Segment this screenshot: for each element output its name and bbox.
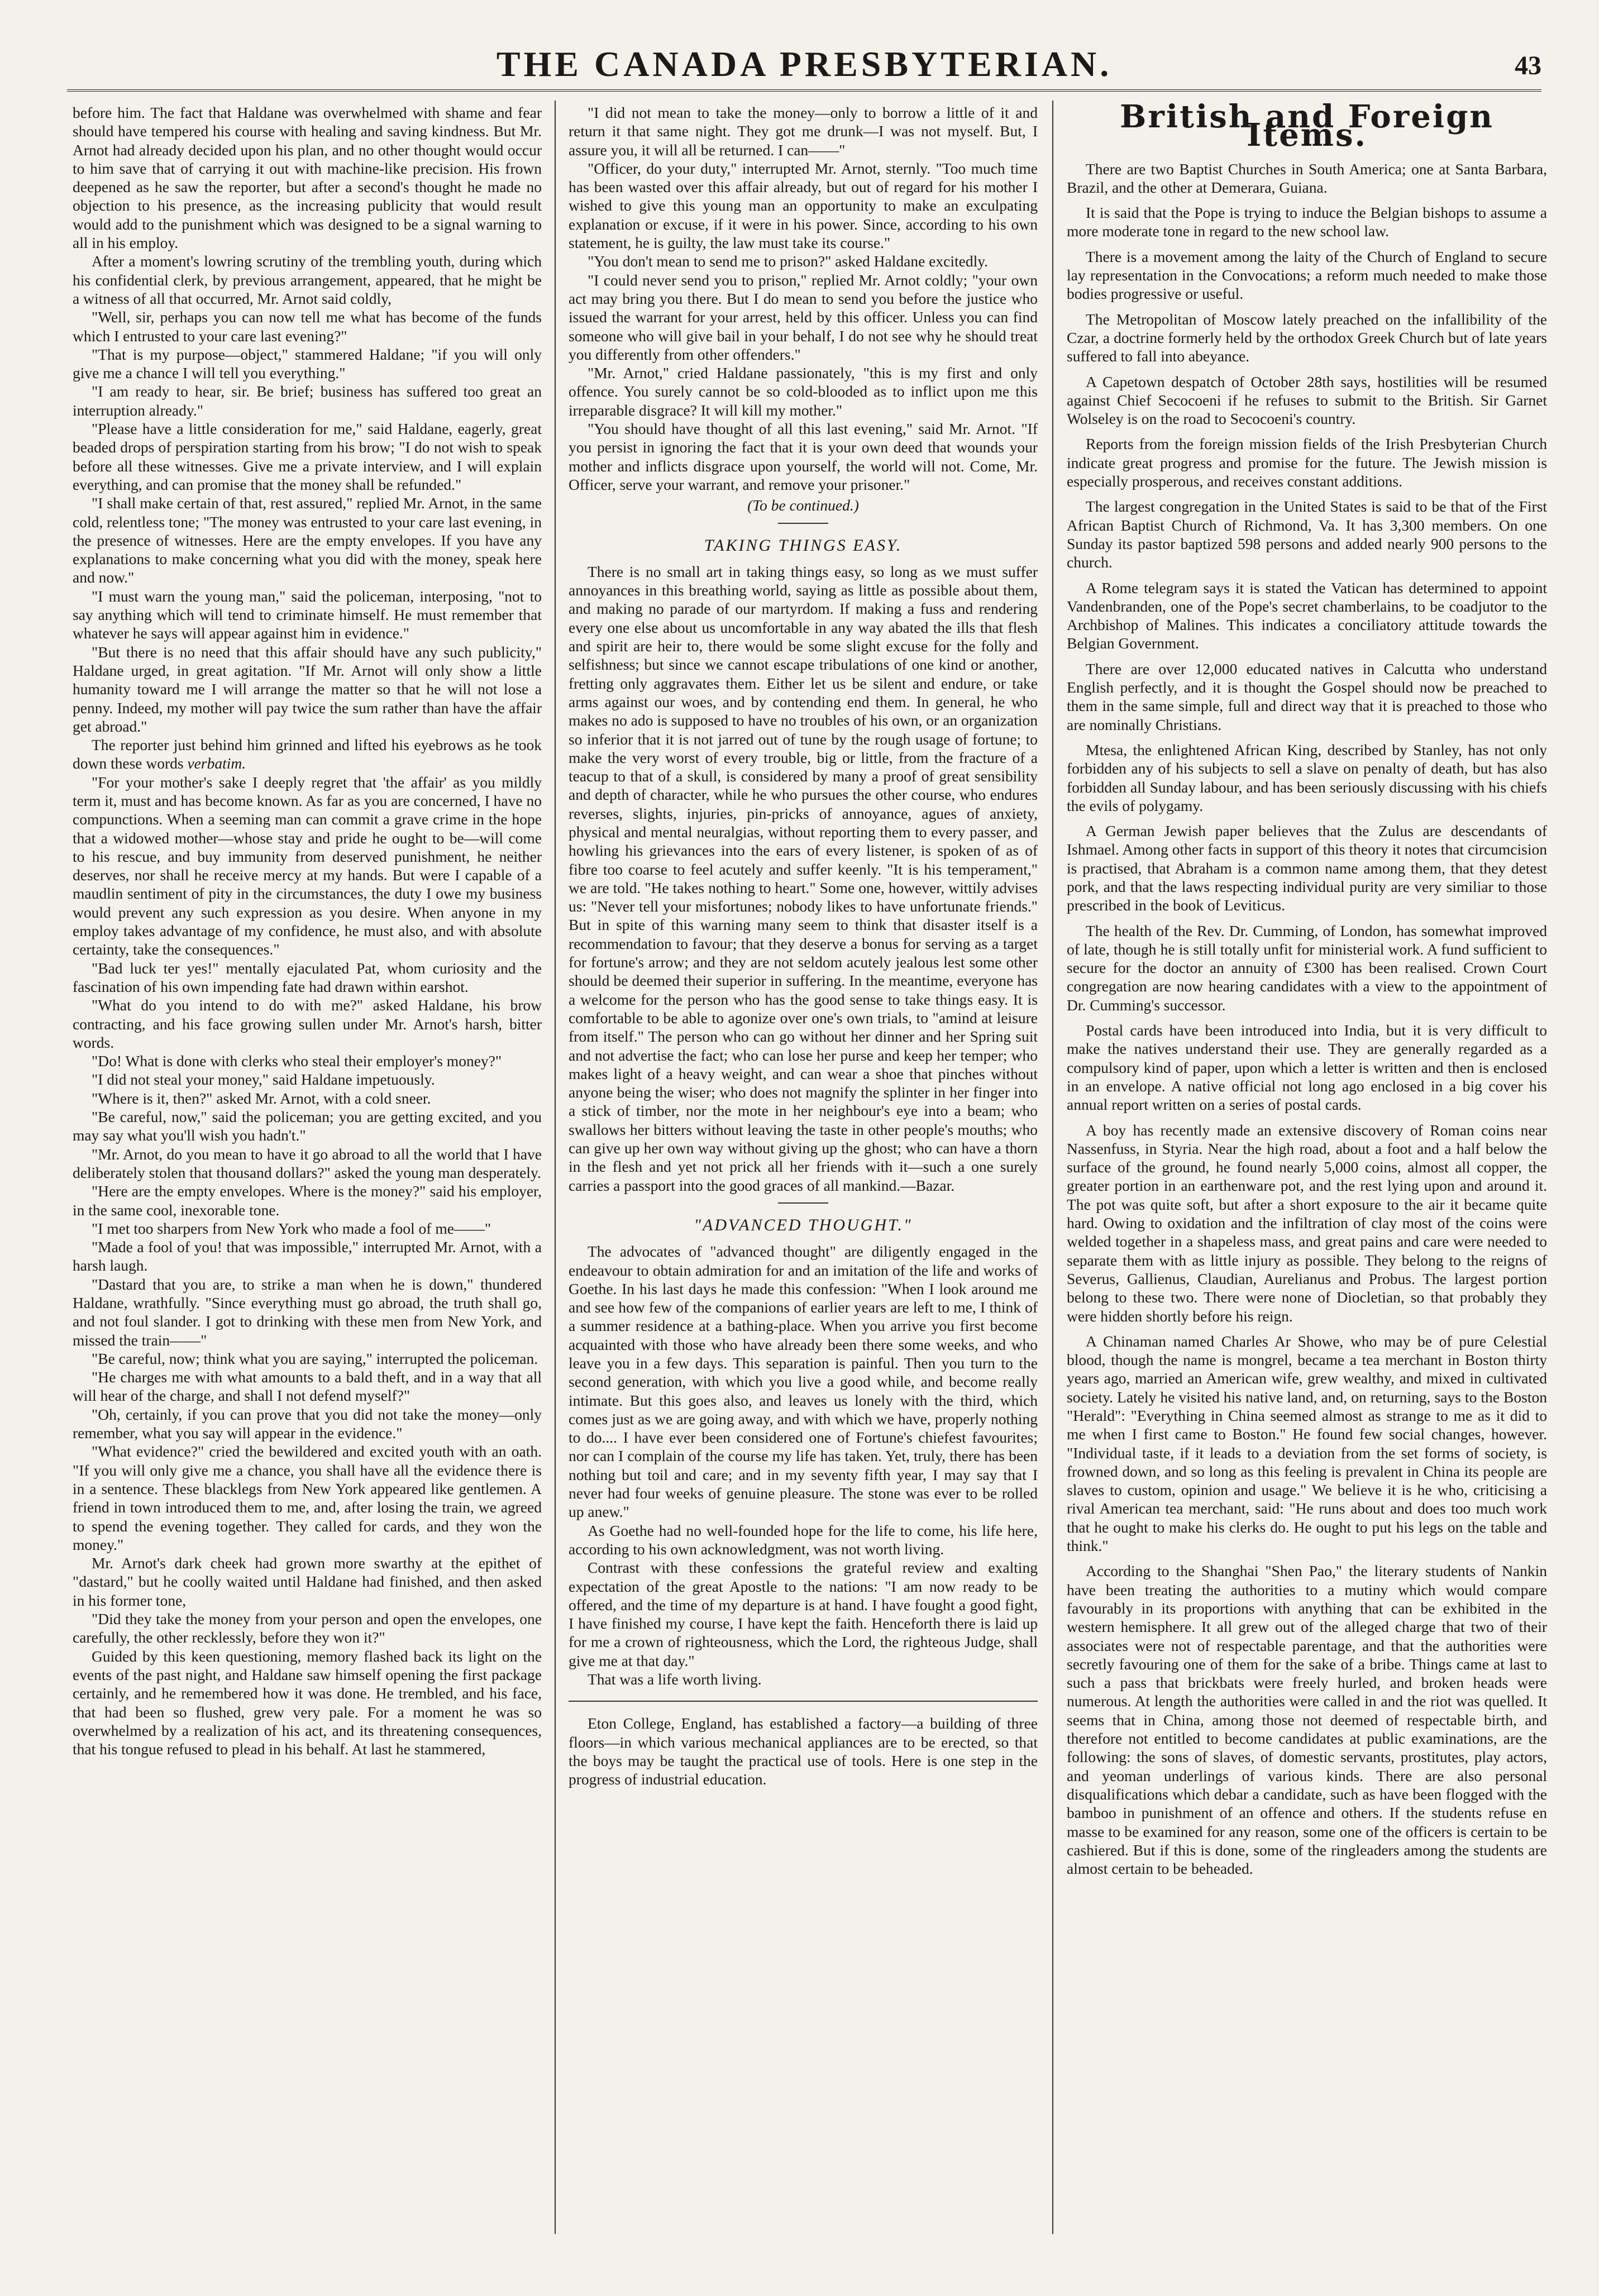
masthead-rule xyxy=(67,89,1541,92)
paragraph: Contrast with these confessions the grateful review and exalting expectation of the great Apostle to the nations: "I am now ready to be offered, and the time of my departure is at hand. I have fought a good fight, I have finished my course, I have kept the faith. Henceforth there is laid up for me a crown of righteousness, which the Lord, the righteous Judge, shall give me at that day." xyxy=(569,1559,1038,1669)
news-item: There are over 12,000 educated natives in Calcutta who understand English perfectly, and it is thought the Gospel should now be preached to them in the same simple, full and direct way that it is preached to those who are nominally Christians. xyxy=(1067,660,1547,733)
paragraph: After a moment's lowring scrutiny of the trembling youth, during which his confidential clerk, by previous arrangement, appeared, that he might be a witness of all that occurred, Mr. Arnot said coldly, xyxy=(73,252,542,307)
paragraph: "Mr. Arnot, do you mean to have it go abroad to all the world that I have deliberately stolen that thousand dollars?" asked the young man desperately. xyxy=(73,1145,542,1181)
paragraph: "You should have thought of all this last evening," said Mr. Arnot. "If you persist in ignoring the fact that it is your own deed that wounds your mother and inflicts disgrace upon yourself, the world will not. Come, Mr. Officer, serve your warrant, and remove your prisoner." xyxy=(569,420,1038,493)
divider xyxy=(569,1701,1038,1702)
paragraph: "I did not steal your money," said Haldane impetuously. xyxy=(92,1071,435,1089)
paragraph: "That is my purpose—object," stammered Haldane; "if you will only give me a chance I will tell you everything." xyxy=(73,345,542,382)
paragraph: "Bad luck ter yes!" mentally ejaculated Pat, whom curiosity and the fascination of his own impending fate had drawn within earshot. xyxy=(73,959,542,995)
news-item: Reports from the foreign mission fields of the Irish Presbyterian Church indicate great progress and promise for the future. The Jewish mission is especially prosperous, and receives constant additions. xyxy=(1067,435,1547,490)
paragraph: "Here are the empty envelopes. Where is the money?" said his employer, in the same cool, inexorable tone. xyxy=(73,1182,542,1219)
news-item: Postal cards have been introduced into India, but it is very difficult to make the natives understand their use. They are generally regarded as a compulsory kind of paper, upon which a letter is written and then is enclosed in an envelope. A native official not long ago enclosed in a big cover his annual report written on a series of postal cards. xyxy=(1067,1021,1547,1114)
paragraph: "Oh, certainly, if you can prove that you did not take the money—only remember, what you say will appear in the evidence." xyxy=(73,1405,542,1442)
news-item: A Rome telegram says it is stated the Vatican has determined to appoint Vandenbranden, one of the Pope's secret chamberlains, to be coadjutor to the Archbishop of Malines. This indicates a conciliatory attitude towards the Belgian Government. xyxy=(1067,579,1547,652)
news-item: A German Jewish paper believes that the Zulus are descendants of Ishmael. Among other facts in support of this theory it notes that circumcision is practised, that Abraham is a common name among them, that they detest pork, and that the laws respecting individual purity are very similiar to those prescribed in the book of Leviticus. xyxy=(1067,822,1547,914)
paragraph: "I did not mean to take the money—only to borrow a little of it and return it that same night. They got me drunk—I was not myself. But, I assure you, it will all be returned. I can——" xyxy=(569,104,1038,159)
paragraph: "I shall make certain of that, rest assured," replied Mr. Arnot, in the same cold, relentless tone; "The money was entrusted to your care last evening, in the presence of witnesses. Here are the empty envelopes. If you have any explanations to make concerning what you did with the money, speak here and now." xyxy=(73,494,542,586)
news-item: It is said that the Pope is trying to induce the Belgian bishops to assume a more moderate tone in regard to the new school law. xyxy=(1067,204,1547,240)
news-item: The largest congregation in the United States is said to be that of the First African Baptist Church of Richmond, Va. It has 3,300 members. On one Sunday its pastor baptized 598 persons and added nearly 900 persons to the church. xyxy=(1067,498,1547,571)
paragraph: "I could never send you to prison," replied Mr. Arnot coldly; "your own act may bring you there. But I do mean to send you before the justice who issued the warrant for your arrest, held by this officer. Unless you can find someone who will give bail in your behalf, I do not see why he should treat you differently from other offenders." xyxy=(569,271,1038,363)
paragraph: "I am ready to hear, sir. Be brief; business has suffered too great an interruption already." xyxy=(73,383,542,419)
paragraph: "Be careful, now," said the policeman; you are getting excited, and you may say what you'll wish you hadn't." xyxy=(73,1108,542,1144)
paragraph: Eton College, England, has established a factory—a building of three floors—in which various mechanical appliances are to be erected, so that the boys may be taught the practical use of tools. Here is one step in the progress of industrial education. xyxy=(569,1715,1038,1788)
section-heading-advanced-thought: "ADVANCED THOUGHT." xyxy=(694,1215,913,1234)
column-2 xyxy=(569,103,1038,2231)
masthead xyxy=(67,34,1541,84)
section-heading-taking-things-easy: TAKING THINGS EASY. xyxy=(704,536,903,555)
italic-word: verbatim. xyxy=(187,755,246,772)
news-item: Mtesa, the enlightened African King, described by Stanley, has not only forbidden any of his subjects to sell a slave on penalty of death, but has also forbidden all Sunday labour, and has been seriously discussing with his chiefs the evils of polygamy. xyxy=(1067,741,1547,814)
paragraph: "What evidence?" cried the bewildered and excited youth with an oath. "If you will only give me a chance, you shall have all the evidence there is in a sentence. These blacklegs from New York appeared like gentlemen. A friend in town introduced them to me, and, after losing the train, we agreed to spend the evening together. They called for cards, and they won the money." xyxy=(73,1443,542,1553)
news-item: A Chinaman named Charles Ar Showe, who may be of pure Celestial blood, though the name is mongrel, became a tea merchant in Boston thirty years ago, married an American wife, grew wealthy, and mixed in cultivated society. Lately he visited his native land, and, on returning, says to the Boston "Herald": "Everything in China seemed almost as strange to me as it did to me when I first came to Boston." He found few social changes, however. "Individual taste, if it leads to a deviation from the set forms of society, is frowned down, and so long as this feeling is prevalent in China its people are slaves to custom, opinion and usage." We believe it is he who, criticising a rival American tea merchant, said: "He runs about and does too much work that he ought to make his clerks do. He ought to put his legs on the table and think." xyxy=(1067,1332,1547,1555)
to-be-continued: (To be continued.) xyxy=(747,497,859,514)
paragraph: "Officer, do your duty," interrupted Mr. Arnot, sternly. "Too much time has been wasted over this affair already, but out of regard for his mother I wished to give this young man an opportunity to make an exculpating explanation or excuse, if it were in his power. Since, according to his own statement, he is guilty, the law must take its course." xyxy=(569,159,1038,252)
paragraph-text: The reporter just behind him grinned and lifted his eyebrows as he took down these words xyxy=(73,736,542,772)
paragraph: "Be careful, now; think what you are saying," interrupted the policeman. xyxy=(92,1349,538,1367)
paragraph: "Where is it, then?" asked Mr. Arnot, with a cold sneer. xyxy=(92,1089,431,1107)
column-divider-2 xyxy=(1052,101,1053,2234)
news-item: A Capetown despatch of October 28th says, hostilities will be resumed against Chief Secocoeni if he refuses to submit to the British. Sir Garnet Wolseley is on the road to Secocoeni's country. xyxy=(1067,373,1547,428)
paragraph: "Well, sir, perhaps you can now tell me what has become of the funds which I entrusted to your care last evening?" xyxy=(73,308,542,345)
paragraph: The advocates of "advanced thought" are diligently engaged in the endeavour to obtain admiration for and an imitation of the life and works of Goethe. In his last days he made this confession: "When I look around me and see how few of the companions of earlier years are left to me, I think of a summer residence at a bathing-place. When you arrive you first become acquainted with those who have already been there some weeks, and who leave you in a few days. This separation is painful. Then you turn to the second generation, with which you live a good while, and become really intimate. But this goes also, and leaves us lonely with the third, which comes just as we are going away, and with which we have, properly nothing to do.... I have ever been considered one of Fortune's chiefest favourites; nor can I complain of the course my life has taken. Yet, truly, there has been nothing but toil and care; and in my seventy fifth year, I may say that I never had four weeks of genuine pleasure. The stone was ever to be rolled up anew." xyxy=(569,1243,1038,1521)
news-item: There is a movement among the laity of the Church of England to secure lay representation in the Convocations; a reform much needed to make those bodies progressive or useful. xyxy=(1067,247,1547,303)
divider xyxy=(778,523,828,524)
paragraph: Guided by this keen questioning, memory flashed back its light on the events of the past night, and Haldane saw himself opening the first package certainly, and he remembered how it was done. He trembled, and his face, that had been so flushed, grew very pale. For a moment he was so overwhelmed by a realization of his act, and its threatening consequences, that his tongue refused to plead in his behalf. At last he stammered, xyxy=(73,1647,542,1758)
column-divider-1 xyxy=(555,101,556,2234)
news-item: The health of the Rev. Dr. Cumming, of London, has somewhat improved of late, though he is still totally unfit for ministerial work. A fund sufficient to secure for the doctor an annuity of £300 has been realised. Crown Court congregation are now hearing candidates with a view to the appointment of Dr. Cumming's successor. xyxy=(1067,922,1547,1014)
news-item: The Metropolitan of Moscow lately preached on the infallibility of the Czar, a doctrine formerly held by the orthodox Greek Church but of late years suffered to fall into abeyance. xyxy=(1067,310,1547,365)
paragraph: "But there is no need that this affair should have any such publicity," Haldane urged, in great agitation. "If Mr. Arnot will only show a little humanity toward me I will arrange the matter so that he will not lose a penny. Indeed, my mother will pay twice the sum rather than have the affair get abroad." xyxy=(73,643,542,735)
paragraph: "Dastard that you are, to strike a man when he is down," thundered Haldane, wrathfully. "Since everything must go abroad, the truth shall go, and not foul slander. I got to drinking with these men from New York, and missed the train——" xyxy=(73,1275,542,1349)
paragraph: before him. The fact that Haldane was overwhelmed with shame and fear should have tempered his course with healing and saving kindness. But Mr. Arnot had already decided upon his plan, and no other thought would occur to him save that of carrying it out with machine-like precision. His frown deepened as he saw the reporter, but after a second's thought he made no objection to his presence, as the increasing publicity that would result would add to the punishment which was designed to be a signal warning to all in his employ. xyxy=(73,104,542,252)
divider xyxy=(778,1202,828,1204)
paragraph: "I met too sharpers from New York who made a fool of me——" xyxy=(92,1219,491,1237)
paragraph: "Please have a little consideration for me," said Haldane, eagerly, great beaded drops of perspiration starting from his brow; "I do not wish to speak before all these witnesses. Give me a private interview, and I will explain everything, and can promise that the money shall be refunded." xyxy=(73,420,542,493)
page-number: 43 xyxy=(1515,51,1541,80)
column-3-news-items xyxy=(1067,103,1547,2231)
section-heading-british-foreign-items: British and Foreign Items. xyxy=(1120,103,1494,154)
column-1-serial-story xyxy=(73,103,542,2231)
paragraph: "For your mother's sake I deeply regret that 'the affair' as you mildly term it, must and has become known. As far as you are concerned, I have no compunctions. When a seeming man can commit a grave crime in the hope that a widowed mother—whose stay and pride he ought to be—will come to his rescue, and buy immunity from deserved punishment, he neither deserves, nor shall he receive mercy at my hands. But were I capable of a maudlin sentiment of pity in the circumstances, the duty I owe my business would prevent any such expression as you desire. When anyone in my employ takes advantage of my confidence, he must also, and with absolute certainty, take the consequences." xyxy=(73,773,542,958)
paragraph: "Do! What is done with clerks who steal their employer's money?" xyxy=(92,1052,502,1070)
paragraph: There is no small art in taking things easy, so long as we must suffer annoyances in this breathing world, saying as little as possible about them, and making no parade of our martyrdom. If making a fuss and rendering every one else about us uncomfortable in any way abated the ills that flesh and spirit are heir to, there would be some slight excuse for the folly and selfishness; but since we cannot escape tribulations of one kind or another, fretting only aggravates them. Either let us be silent and endure, or take arms against our woes, and by contending end them. In general, he who makes no ado is supposed to have no troubles of his own, or an organization so inferior that it is not jarred out of tune by the rough usage of fortune; to make the very worst of every trouble, big or little, from the fracture of a teacup to that of a skull, is considered by many a proof of great sensibility and depth of character, while he who pursues the other course, who endures reverses, slights, injuries, pin-pricks of annoyance, agues of anxiety, physical and mental neuralgias, without reporting them to every passer, and howling his grievances into the ears of every listener, is spoken of as of fibre too coarse to feel acutely and suffer keenly. "It is his temperament," we are told. "He takes nothing to heart." Some one, however, wittily advises us: "Never tell your misfortunes; nobody likes to have unfortunate friends." But in spite of this warning many seem to think that disaster itself is a recommendation to favour; that they deserve a bonus for serving as a target for fortune's arrow; and they are not seldom acutely jealous lest some other should be deemed their superior in suffering. In the meantime, everyone has a welcome for the person who has the good sense to take things easy. It is comfortable to be able to agonize over one's own trials, to "amind at leisure from itself." The person who can go without her dinner and her Spring suit and not advertise the fact; who can lose her purse and keep her temper; who makes light of a heavy weight, and can wear a shoe that pinches without anyone being the wiser; who does not magnify the splinter in her finger into a stick of timber, nor the mote in her neighbour's eye into a beam; who swallows her bitters without leaving the taste in other people's mouths; who can give up her own way without giving up the ghost; who can have a thorn in the flesh and yet not prick all her friends with it—such a one surely carries a passport into the good graces of all mankind.—Bazar. xyxy=(569,562,1038,1194)
newspaper-title: THE CANADA PRESBYTERIAN. xyxy=(496,44,1113,84)
paragraph: As Goethe had no well-founded hope for the life to come, his life here, according to his own acknowledgment, was not worth living. xyxy=(569,1521,1038,1558)
paragraph: "Made a fool of you! that was impossible," interrupted Mr. Arnot, with a harsh laugh. xyxy=(73,1238,542,1275)
paragraph: "Did they take the money from your person and open the envelopes, one carefully, the other recklessly, before they won it?" xyxy=(73,1610,542,1646)
news-item: According to the Shanghai "Shen Pao," the literary students of Nankin have been treating the authorities to a mutiny which would compare favourably in its proportions with anything that can be exhibited in the western hemisphere. It all grew out of the alleged charge that two of their associates were not of respectable parentage, and that the authorities were secretly favouring one of them for the sake of a bribe. Things came at last to such a pass that brickbats were freely hurled, and broken heads were numerous. At length the authorities were called in and the riot was quelled. It seems that in China, among those not deemed of respectable birth, and therefore not entitled to become candidates at public examinations, are the following: the sons of slaves, of domestic servants, prostitutes, play actors, and yeoman underlings of various kinds. There are also personal disqualifications which debar a candidate, such as have been flogged with the bamboo in punishment of an offence and others. If the students refuse en masse to be examined for any reason, some one of the officers is certain to be cashiered. But if this is done, some of the ringleaders among the students are almost certain to be beheaded. xyxy=(1067,1562,1547,1878)
news-item: There are two Baptist Churches in South America; one at Santa Barbara, Brazil, and the other at Demerara, Guiana. xyxy=(1067,160,1547,196)
paragraph: That was a life worth living. xyxy=(588,1670,762,1688)
paragraph: "What do you intend to do with me?" asked Haldane, his brow contracting, and his face growing sullen under Mr. Arnot's harsh, bitter words. xyxy=(73,996,542,1051)
paragraph xyxy=(73,736,542,773)
paragraph: "I must warn the young man," said the policeman, interposing, "not to say anything which will tend to criminate himself. He must remember that whatever he says will appear against him in evidence." xyxy=(73,587,542,642)
paragraph: Mr. Arnot's dark cheek had grown more swarthy at the epithet of "dastard," but he coolly waited until Haldane had finished, and then asked in his former tone, xyxy=(73,1554,542,1609)
paragraph: "You don't mean to send me to prison?" asked Haldane excitedly. xyxy=(588,252,989,270)
paragraph: "Mr. Arnot," cried Haldane passionately, "this is my first and only offence. You surely cannot be so cold-blooded as to inflict upon me this irreparable disgrace? It will kill my mother." xyxy=(569,364,1038,419)
paragraph: "He charges me with what amounts to a bald theft, and in a way that all will hear of the charge, and shall I not defend myself?" xyxy=(73,1368,542,1405)
news-item: A boy has recently made an extensive discovery of Roman coins near Nassenfuss, in Styria. Near the high road, about a foot and a half below the surface of the ground, he found nearly 5,000 coins, almost all copper, the greater portion in an earthenware pot, and the rest lying upon and around it. The pot was quite soft, but after a short exposure to the air it became quite hard. Owing to oxidation and the infiltration of clay most of the coins were welded together in a shapeless mass, and great pains and care were needed to separate them with as little injury as possible. They belong to the reigns of Severus, Gallienus, Claudian, Aurelianus and Probus. The largest portion belong to these two. There were none of Diocletian, so that probably they were hidden shortly before his reign. xyxy=(1067,1121,1547,1325)
